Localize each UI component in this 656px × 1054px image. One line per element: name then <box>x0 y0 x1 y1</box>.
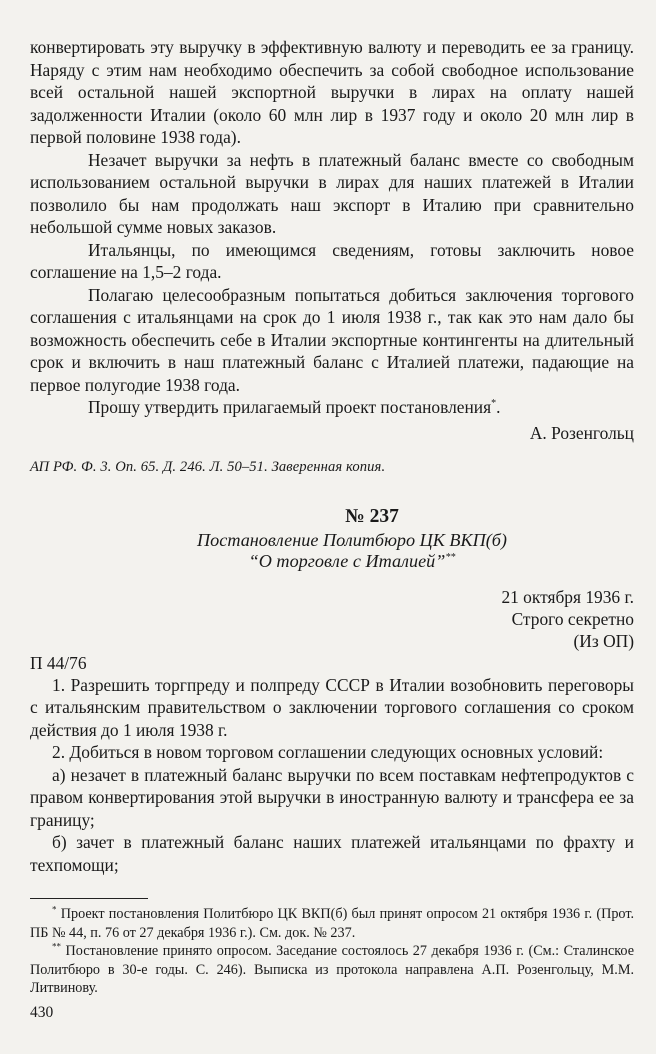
paragraph: Итальянцы, по имеющимся сведениям, готовы заключить новое соглашение на 1,5–2 года. <box>30 239 634 282</box>
request-text: Прошу утвердить прилагаемый проект постановления <box>88 397 492 417</box>
footnote <box>30 905 634 942</box>
footnote-mark: ** <box>52 941 61 952</box>
origin: (Из ОП) <box>573 630 634 651</box>
document-title-line2 <box>70 551 634 572</box>
paragraph: Незачет выручки за нефть в платежный баланс вместе со свободным использованием остальной выручки в лирах для наших платежей в Италии позволило бы нам продолжать наш экспорт в Италию при сравнительно небольшой сумме новых заказов. <box>30 149 634 237</box>
archive-source: АП РФ. Ф. 3. Оп. 65. Д. 246. Л. 50–51. Заверенная копия. <box>30 458 386 475</box>
footnote <box>30 942 634 998</box>
resolution-item: 1. Разрешить торгпреду и полпреду СССР в Италии возобновить переговоры с итальянским правительством о заключении торгового соглашения со сроком действия до 1 июля 1938 г. <box>30 674 634 740</box>
footnote-text: Проект постановления Политбюро ЦК ВКП(б) был принят опросом 21 октября 1936 г. (Прот. ПБ № 44, п. 76 от 27 декабря 1936 г.). См. док. № 237. <box>30 906 635 941</box>
signature: А. Розенгольц <box>529 422 634 443</box>
footnote-divider <box>30 898 148 899</box>
classification: Строго секретно <box>511 608 634 629</box>
page-number: 430 <box>30 1004 54 1021</box>
footnote-ref: ** <box>445 551 456 563</box>
footnote-mark: * <box>52 904 57 915</box>
footnote-ref: * <box>491 398 497 410</box>
document-title-text: “О торговле с Италией” <box>248 550 446 571</box>
document-title-line1: Постановление Политбюро ЦК ВКП(б) <box>197 529 507 550</box>
paragraph: конвертировать эту выручку в эффективную валюту и переводить ее за границу. Наряду с этим нам необходимо обеспечить за собой свободное использование всей остальной нашей экспортной выручки в лирах на оплату нашей задолженности Италии (около 60 млн лир в 1937 году и около 20 млн лир в первой половине 1938 года). <box>30 37 634 147</box>
document-number: № 237 <box>345 505 399 527</box>
resolution-item: б) зачет в платежный баланс наших платежей итальянцами по фрахту и техпомощи; <box>30 832 634 875</box>
resolution-item: 2. Добиться в новом торговом соглашении следующих основных условий: <box>52 742 604 762</box>
letter-body <box>30 36 634 419</box>
resolution-item: а) незачет в платежный баланс выручки по всем поставкам нефтепродуктов с правом конвертирования этой выручки в иностранную валюту и трансфера ее за границу; <box>30 764 634 830</box>
footnote-text: Постановление принято опросом. Заседание состоялось 27 декабря 1936 г. (См.: Сталинское Политбюро в 30-е годы. С. 246). Выписка из протокола направлена А.П. Розенгольцу, М.М. Литвинову. <box>30 943 634 996</box>
protocol-reference: П 44/76 <box>30 652 87 673</box>
resolution-body <box>30 674 634 877</box>
request-paragraph: Прошу утвердить прилагаемый проект постановления*. <box>88 397 501 417</box>
document-date: 21 октября 1936 г. <box>501 586 634 607</box>
paragraph: Полагаю целесообразным попытаться добиться заключения торгового соглашения с итальянцами на срок до 1 июля 1938 г., так как это нам дало бы возможность обеспечить себе в Италии экспортные контингенты на длительный срок и включить в наш платежный баланс с Италией платежи, падающие на первое полугодие 1938 года. <box>30 284 634 395</box>
